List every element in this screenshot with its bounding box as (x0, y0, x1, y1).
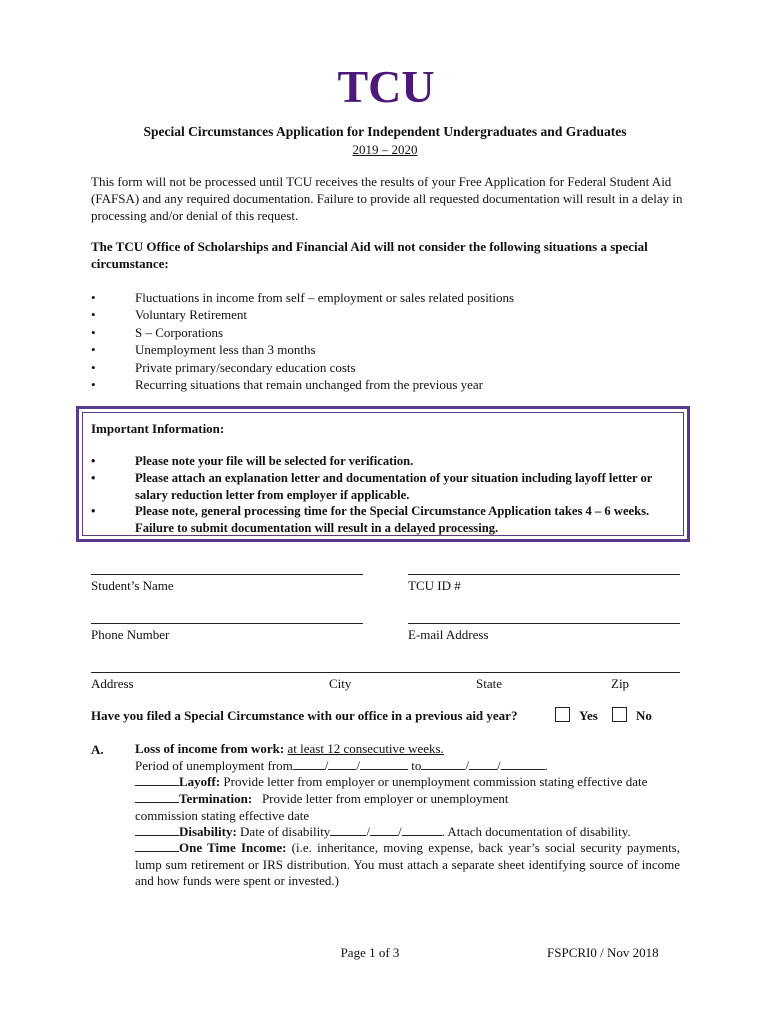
layoff-row (135, 774, 680, 791)
list-item: • Please note, general processing time for the Special Circumstance Application takes 4 – 6 weeks. Failure to submit documentation will result in a delayed processing. (91, 503, 681, 537)
intro-paragraph: This form will not be processed until TCU receives the results of your Free Application for Federal Student Aid (FAFSA) and any required documentation. Failure to provide all requested documentation will result in a delay in processing and/or denial of this request. (91, 174, 683, 223)
no-label: No (636, 708, 652, 723)
state-label: State (476, 676, 502, 691)
section-a-heading-note: at least 12 consecutive weeks. (287, 741, 444, 756)
list-item: • S – Corporations (91, 324, 514, 341)
phone-label: Phone Number (91, 627, 170, 642)
period-to-label: to (411, 758, 422, 773)
period-end: . (544, 758, 548, 773)
previous-filing-question: Have you filed a Special Circumstance with our office in a previous aid year? (91, 708, 518, 723)
disability-row (135, 824, 680, 841)
important-info-list (91, 453, 681, 537)
date-slash: / (356, 758, 361, 773)
yes-checkbox[interactable] (555, 707, 570, 722)
form-title: Special Circumstances Application for Independent Undergraduates and Graduates (143, 124, 627, 139)
termination-row (135, 791, 535, 824)
tcu-logo (336, 62, 436, 110)
section-a-heading-text: Loss of income from work: (135, 741, 285, 756)
list-item: • Please note your file will be selected for verification. (91, 453, 681, 470)
list-item: • Fluctuations in income from self – employment or sales related positions (91, 289, 514, 306)
period-from-year-field[interactable] (360, 758, 408, 770)
student-name-field[interactable] (91, 574, 363, 575)
date-slash: / (366, 824, 370, 839)
list-item: • Please attach an explanation letter and documentation of your situation including layoff letter or salary reduction letter from employer if applicable. (91, 470, 681, 504)
no-checkbox[interactable] (612, 707, 627, 722)
layoff-text: Provide letter from employer or unemployment commission stating effective date (223, 774, 648, 789)
date-slash: / (397, 824, 402, 839)
student-name-label: Student’s Name (91, 578, 174, 593)
layoff-check-field[interactable] (135, 774, 179, 786)
address-field[interactable] (91, 672, 680, 673)
tcu-id-label: TCU ID # (408, 578, 461, 593)
disability-year-field[interactable] (402, 824, 442, 836)
date-slash: / (324, 758, 329, 773)
termination-check-field[interactable] (135, 791, 179, 803)
important-info-box (76, 406, 690, 542)
one-time-income-heading: One Time Income: (179, 840, 287, 855)
termination-heading: Termination: (179, 791, 253, 806)
date-slash: / (465, 758, 470, 773)
period-to-day-field[interactable] (469, 758, 497, 770)
termination-text: Provide letter from employer or unemployment commission stating effective date (135, 791, 509, 823)
phone-field[interactable] (91, 623, 363, 624)
form-year: 2019 – 2020 (352, 142, 418, 157)
period-from-day-field[interactable] (328, 758, 356, 770)
layoff-heading: Layoff: (179, 774, 221, 789)
period-to-month-field[interactable] (421, 758, 465, 770)
list-item: • Voluntary Retirement (91, 306, 514, 323)
list-item: • Recurring situations that remain unchanged from the previous year (91, 376, 514, 393)
yes-label: Yes (579, 708, 598, 723)
address-label: Address (91, 676, 134, 691)
tcu-logo-text: TCU (337, 62, 435, 110)
disability-day-field[interactable] (370, 824, 398, 836)
period-from-month-field[interactable] (293, 758, 325, 770)
disability-text: . Attach documentation of disability. (441, 824, 631, 839)
disability-heading: Disability: (179, 824, 237, 839)
date-slash: / (497, 758, 501, 773)
tcu-id-field[interactable] (408, 574, 680, 575)
unemployment-period-row (135, 758, 680, 775)
list-item: • Unemployment less than 3 months (91, 341, 514, 358)
form-code: FSPCRI0 / Nov 2018 (547, 945, 659, 960)
disability-month-field[interactable] (330, 824, 366, 836)
exclusion-list (91, 289, 514, 393)
one-time-income-row (135, 840, 680, 890)
period-to-year-field[interactable] (501, 758, 545, 770)
notice-heading: The TCU Office of Scholarships and Financial Aid will not consider the following situations a special circumstance: (91, 239, 648, 271)
one-time-income-check-field[interactable] (135, 840, 179, 852)
disability-check-field[interactable] (135, 824, 179, 836)
page-number: Page 1 of 3 (340, 945, 400, 960)
list-item: • Private primary/secondary education costs (91, 359, 514, 376)
section-a-label: A. (91, 742, 104, 757)
one-time-income-text: (i.e. inheritance, moving expense, back year’s social security payments, lump sum retirement or IRS distribution. You must attach a separate sheet identifying source of income and how funds were spent or invested.) (135, 840, 680, 888)
email-label: E-mail Address (408, 627, 489, 642)
zip-label: Zip (611, 676, 630, 691)
important-info-title: Important Information: (91, 421, 225, 436)
section-a-heading (135, 741, 680, 758)
disability-date-label: Date of disability (240, 824, 331, 839)
unemployment-period-label: Period of unemployment from (135, 758, 293, 773)
city-label: City (329, 676, 352, 691)
email-field[interactable] (408, 623, 680, 624)
